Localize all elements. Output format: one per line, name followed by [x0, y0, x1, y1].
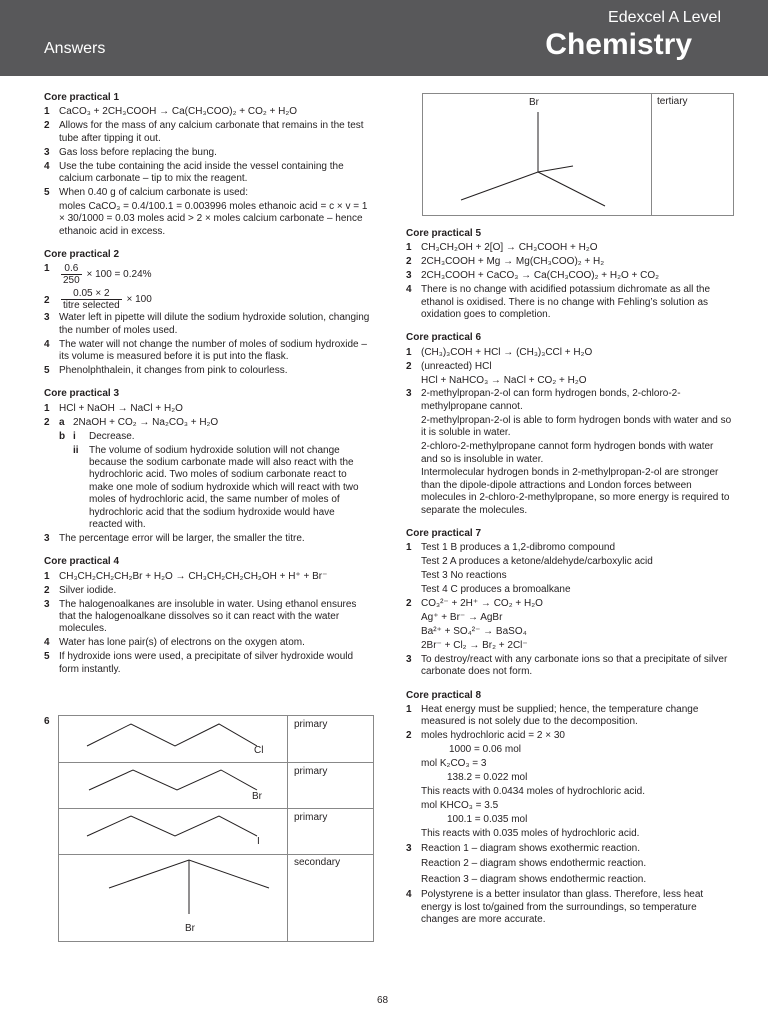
list-item: 5 If hydroxide ions were used, a precipitate of silver hydroxide would form instantly. [44, 651, 354, 675]
list-item: 2 Allows for the mass of any calcium carbonate that remains in the test tube after tipping it out. [44, 120, 364, 144]
brand-label: Edexcel A Level [608, 9, 721, 26]
list-item: 5 When 0.40 g of calcium carbonate is used: [44, 186, 248, 198]
list-item: 4 Use the tube containing the acid inside the vessel containing the calcium carbonate – tip to mix the reagent. [44, 160, 344, 184]
cp3-heading: Core practical 3 [44, 388, 120, 400]
list-item: 2 CO₃²⁻ + 2H⁺ → CO₂ + H₂O [406, 598, 543, 610]
list-item: 3 To destroy/react with any carbonate ions so that a precipitate of silver carbonate does not form. [406, 653, 728, 678]
list-item: 2 2CH₃COOH + Mg → Mg(CH₃COO)₂ + H₂ [406, 256, 605, 268]
section-label: Answers [44, 40, 106, 57]
cp5-heading: Core practical 5 [406, 228, 482, 239]
q6-number: 6 [44, 716, 50, 727]
equation: Ag⁺ + Br⁻ → AgBr [421, 611, 503, 623]
list-item: 2 $\frac{0.05 \times 2}{\text{titre selected}}$ × 100 [44, 287, 152, 311]
test-line: Test 3 No reactions [421, 570, 507, 582]
atom-label: Br [185, 923, 195, 934]
list-item: 3 Reaction 1 – diagram shows exothermic reaction. [406, 842, 640, 854]
list-item: ii The volume of sodium hydroxide solution will not change because the sodium carbonate made will also react with the hydrochloric acid. Two moles of sodium carbonate react to make one mole of sodium hydroxide which will react with two moles of hydrochloric acid, the same number of moles of hydrochloric acid that the sodium hydroxide would have reacted with. [73, 444, 359, 530]
list-item: 4 Water has lone pair(s) of electrons on the oxygen atom. [44, 637, 305, 649]
list-item: 5 Phenolphthalein, it changes from pink to colourless. [44, 365, 288, 376]
calc-line: 100.1 = 0.035 mol [447, 813, 528, 825]
subject-title: Chemistry [545, 28, 692, 61]
list-item: 2 a 2NaOH + CO₂ → Na₂CO₃ + H₂O [44, 416, 219, 428]
list-item: 2 (unreacted) HCl [406, 360, 492, 372]
list-item: 3 Gas loss before replacing the bung. [44, 146, 217, 158]
test-line: Test 2 A produces a ketone/aldehyde/carboxylic acid [421, 556, 653, 568]
list-item: b i Decrease. [59, 430, 135, 442]
list-item: 1 HCl + NaOH → NaCl + H₂O [44, 402, 183, 414]
atom-label: Br [252, 791, 262, 802]
paragraph: Intermolecular hydrogen bonds in 2-methylpropan-2-ol are stronger than the dipole-dipole attractions and London forces between molecules in 2-chloro-2-methylpropane, so more energy is required to separate the molecules. [421, 467, 730, 516]
right-column [406, 228, 732, 928]
calc-line: 1000 = 0.06 mol [449, 744, 521, 756]
list-item: 4 The water will not change the number of moles of sodium hydroxide – its volume is measured before it is put into the flask. [44, 338, 367, 363]
paragraph: 2-chloro-2-methylpropane cannot form hydrogen bonds with water and so is insoluble in water. [421, 441, 714, 465]
test-line: Test 4 C produces a bromoalkane [421, 584, 571, 596]
cp1-heading: Core practical 1 [44, 92, 120, 103]
atom-label: Cl [254, 745, 264, 756]
fraction: $\frac{0.6}{250}$ [63, 263, 80, 287]
reaction-line: Reaction 3 – diagram shows endothermic reaction. [421, 873, 647, 885]
list-item: 1 (CH₃)₃COH + HCl → (CH₃)₃CCl + H₂O [406, 346, 593, 358]
structures-table [58, 715, 374, 942]
tertiary-formula [423, 94, 651, 215]
classification: primary [294, 719, 328, 730]
list-item: 1 CH₃CH₂CH₂CH₂Br + H₂O → CH₃CH₂CH₂CH₂OH + H⁺ + Br⁻ [44, 570, 328, 582]
list-item: 1 CH₃CH₂OH + 2[O] → CH₃COOH + H₂O [406, 242, 598, 254]
list-item: 1 Heat energy must be supplied; hence, the temperature change measured is not solely due to the decomposition. [406, 703, 699, 728]
calc-line: 138.2 = 0.022 mol [447, 771, 528, 783]
atom-label: I [257, 836, 260, 847]
list-item: 4 There is no change with acidified potassium dichromate as all the ethanol is oxidised. There is no change with Fehling’s solution as oxidation goes to completion. [406, 284, 711, 320]
calc-line: This reacts with 0.035 moles of hydrochloric acid. [421, 827, 640, 839]
paragraph: 2-methylpropan-2-ol is able to form hydrogen bonds with water and so it is soluble in water. [421, 414, 732, 439]
classification: primary [294, 766, 328, 777]
list-item: 4 Polystyrene is a better insulator than glass. Therefore, less heat energy is lost to/gained from the surroundings, so temperature changes are more accurate. [406, 889, 704, 925]
cp6-heading: Core practical 6 [406, 332, 482, 344]
reaction-line: Reaction 2 – diagram shows endothermic reaction. [421, 858, 647, 870]
list-item: 3 The halogenoalkanes are insoluble in water. Using ethanol ensures that the halogenoalkane dissolves so it can react with the water molecules. [44, 598, 357, 635]
calc-line: mol KHCO₃ = 3.5 [421, 799, 499, 811]
equation: 2Br⁻ + Cl₂ → Br₂ + 2Cl⁻ [421, 639, 528, 651]
list-item: 3 The percentage error will be larger, the smaller the titre. [44, 532, 305, 544]
list-item: 1 Test 1 B produces a 1,2-dibromo compound [406, 542, 615, 554]
tertiary-table [422, 93, 734, 216]
cp2-heading: Core practical 2 [44, 248, 120, 260]
page-header [0, 0, 768, 76]
equation: HCl + NaHCO₃ → NaCl + CO₂ + H₂O [421, 374, 587, 386]
calculation-text: moles CaCO₃ = 0.4/100.1 = 0.003996 moles ethanoic acid = c × v = 1 × 30/1000 = 0.03 moles acid > 2 × moles calcium carbonate – hence ethanoic acid in excess. [59, 200, 368, 237]
cp8-heading: Core practical 8 [406, 689, 482, 701]
equation: Ba²⁺ + SO₄²⁻ → BaSO₄ [421, 625, 527, 637]
classification: secondary [294, 857, 341, 868]
page-number: 68 [377, 995, 389, 1006]
atom-label: Br [529, 97, 539, 108]
list-item: 3 2CH₃COOH + CaCO₃ → Ca(CH₃COO)₂ + H₂O + CO₂ [406, 270, 660, 282]
skeletal-formulas [59, 716, 287, 941]
fraction: $\frac{0.05 \times 2}{\text{titre selected}}$ [63, 287, 120, 311]
calc-line: This reacts with 0.0434 moles of hydrochloric acid. [421, 785, 645, 797]
left-column [44, 92, 370, 677]
list-item: 2 moles hydrochloric acid = 2 × 30 [406, 730, 565, 742]
list-item: 1 CaCO₃ + 2CH₃COOH → Ca(CH₃COO)₂ + CO₂ + H₂O [44, 106, 298, 118]
cp4-heading: Core practical 4 [44, 556, 120, 568]
list-item: 2 Silver iodide. [44, 584, 117, 596]
list-item: 1 $\frac{0.6}{250}$ × 100 = 0.24% [44, 263, 152, 287]
list-item: 3 Water left in pipette will dilute the sodium hydroxide solution, changing the number of moles used. [44, 312, 370, 336]
list-item: 3 2-methylpropan-2-ol can form hydrogen bonds, 2-chloro-2-methylpropane cannot. [406, 388, 681, 412]
calc-line: mol K₂CO₃ = 3 [421, 758, 487, 770]
cp7-heading: Core practical 7 [406, 528, 482, 540]
classification: tertiary [657, 96, 688, 107]
classification: primary [294, 812, 328, 823]
